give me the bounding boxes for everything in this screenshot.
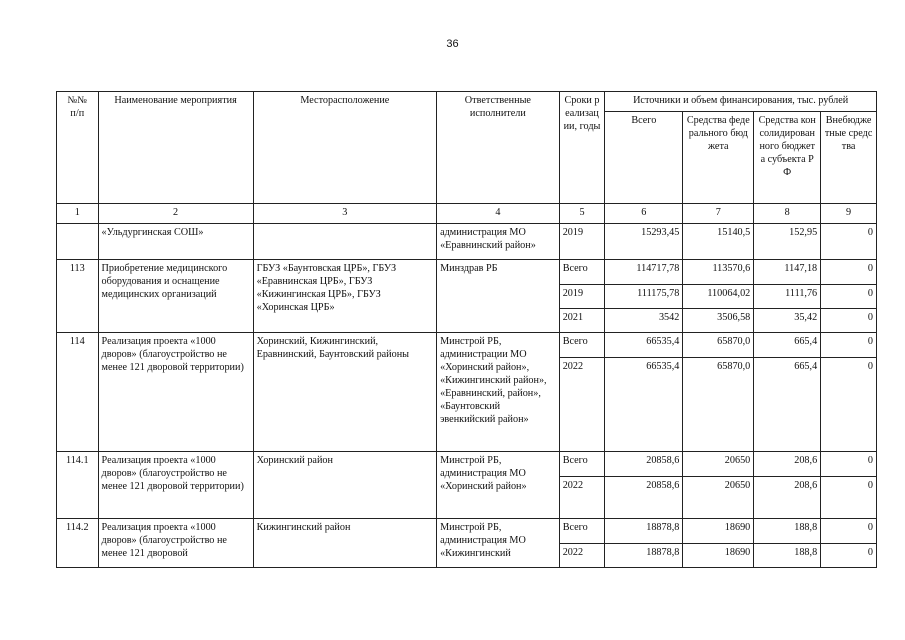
header-location: Месторасположение — [253, 92, 436, 204]
row-federal: 113570,6 — [683, 260, 754, 285]
row-total: 114717,78 — [605, 260, 683, 285]
row-federal: 65870,0 — [683, 358, 754, 452]
header-terms: Сроки реализации, годы — [559, 92, 605, 204]
row-year: 2021 — [559, 309, 605, 333]
colnum-2: 2 — [98, 204, 253, 224]
row-federal: 3506,58 — [683, 309, 754, 333]
row-consolidated: 188,8 — [754, 519, 821, 544]
colnum-3: 3 — [253, 204, 436, 224]
row-num: 114.2 — [57, 519, 99, 568]
row-total: 66535,4 — [605, 333, 683, 358]
row-extra: 0 — [821, 260, 877, 285]
row-extra: 0 — [821, 333, 877, 358]
row-consolidated: 208,6 — [754, 452, 821, 477]
row-consolidated: 1111,76 — [754, 285, 821, 309]
row-extra: 0 — [821, 358, 877, 452]
table-row — [57, 333, 877, 358]
row-name: Реализация проекта «1000 дворов» (благоустройство не менее 121 дворовой — [98, 519, 253, 568]
row-total: 18878,8 — [605, 519, 683, 544]
row-year: 2019 — [559, 224, 605, 260]
row-num: 113 — [57, 260, 99, 333]
row-responsible: Минздрав РБ — [437, 260, 560, 333]
row-responsible: Минстрой РБ, администрация МО «Хоринский район» — [437, 452, 560, 519]
colnum-7: 7 — [683, 204, 754, 224]
row-name: Приобретение медицинского оборудования и оснащение медицинских организаций — [98, 260, 253, 333]
colnum-4: 4 — [437, 204, 560, 224]
row-location: ГБУЗ «Баунтовская ЦРБ», ГБУЗ «Еравнинская ЦРБ», ГБУЗ «Кижингинская ЦРБ», ГБУЗ «Хоринская ЦРБ» — [253, 260, 436, 333]
row-federal: 110064,02 — [683, 285, 754, 309]
row-location — [253, 224, 436, 260]
row-location: Хоринский, Кижингинский, Еравнинский, Баунтовский районы — [253, 333, 436, 452]
row-total: 15293,45 — [605, 224, 683, 260]
row-extra: 0 — [821, 452, 877, 477]
row-total: 20858,6 — [605, 452, 683, 477]
page-number: 36 — [446, 38, 459, 50]
financing-table — [56, 91, 877, 568]
row-num: 114 — [57, 333, 99, 452]
row-total: 18878,8 — [605, 544, 683, 568]
row-federal: 65870,0 — [683, 333, 754, 358]
colnum-1: 1 — [57, 204, 99, 224]
row-total: 66535,4 — [605, 358, 683, 452]
row-federal: 20650 — [683, 477, 754, 519]
row-responsible: Минстрой РБ, администрации МО «Хоринский район», «Кижингинский район», «Еравнинский, район», «Баунтовский эвенкийский район» — [437, 333, 560, 452]
row-extra: 0 — [821, 519, 877, 544]
row-location: Кижингинский район — [253, 519, 436, 568]
row-year: 2022 — [559, 544, 605, 568]
row-federal: 15140,5 — [683, 224, 754, 260]
table-row — [57, 519, 877, 544]
row-name: Реализация проекта «1000 дворов» (благоустройство не менее 121 дворовой территории) — [98, 333, 253, 452]
row-year: Всего — [559, 260, 605, 285]
row-consolidated: 35,42 — [754, 309, 821, 333]
row-extra: 0 — [821, 544, 877, 568]
row-extra: 0 — [821, 224, 877, 260]
row-responsible: администрация МО «Еравнинский район» — [437, 224, 560, 260]
row-consolidated: 665,4 — [754, 333, 821, 358]
row-federal: 20650 — [683, 452, 754, 477]
row-num — [57, 224, 99, 260]
row-year: 2022 — [559, 358, 605, 452]
row-consolidated: 208,6 — [754, 477, 821, 519]
colnum-8: 8 — [754, 204, 821, 224]
header-num: №№ п/п — [57, 92, 99, 204]
row-responsible: Минстрой РБ, администрация МО «Кижингинский — [437, 519, 560, 568]
header-federal: Средства федерального бюджета — [683, 112, 754, 204]
row-federal: 18690 — [683, 544, 754, 568]
row-consolidated: 1147,18 — [754, 260, 821, 285]
row-extra: 0 — [821, 309, 877, 333]
row-total: 3542 — [605, 309, 683, 333]
header-total: Всего — [605, 112, 683, 204]
header-sources: Источники и объем финансирования, тыс. рублей — [605, 92, 877, 112]
row-consolidated: 152,95 — [754, 224, 821, 260]
row-year: 2019 — [559, 285, 605, 309]
header-responsible: Ответственные исполнители — [437, 92, 560, 204]
row-total: 20858,6 — [605, 477, 683, 519]
row-extra: 0 — [821, 477, 877, 519]
table-row — [57, 452, 877, 477]
row-name: «Ульдургинская СОШ» — [98, 224, 253, 260]
table-row — [57, 224, 877, 260]
colnum-5: 5 — [559, 204, 605, 224]
header-consolidated: Средства консолидированного бюджета субъекта РФ — [754, 112, 821, 204]
row-consolidated: 188,8 — [754, 544, 821, 568]
table-row — [57, 260, 877, 285]
row-year: Всего — [559, 452, 605, 477]
row-year: 2022 — [559, 477, 605, 519]
header-name: Наименование мероприятия — [98, 92, 253, 204]
header-extra: Внебюджетные средства — [821, 112, 877, 204]
colnum-6: 6 — [605, 204, 683, 224]
row-year: Всего — [559, 519, 605, 544]
row-federal: 18690 — [683, 519, 754, 544]
row-location: Хоринский район — [253, 452, 436, 519]
row-consolidated: 665,4 — [754, 358, 821, 452]
row-total: 111175,78 — [605, 285, 683, 309]
colnum-9: 9 — [821, 204, 877, 224]
row-extra: 0 — [821, 285, 877, 309]
row-year: Всего — [559, 333, 605, 358]
row-name: Реализация проекта «1000 дворов» (благоустройство не менее 121 дворовой территории) — [98, 452, 253, 519]
row-num: 114.1 — [57, 452, 99, 519]
